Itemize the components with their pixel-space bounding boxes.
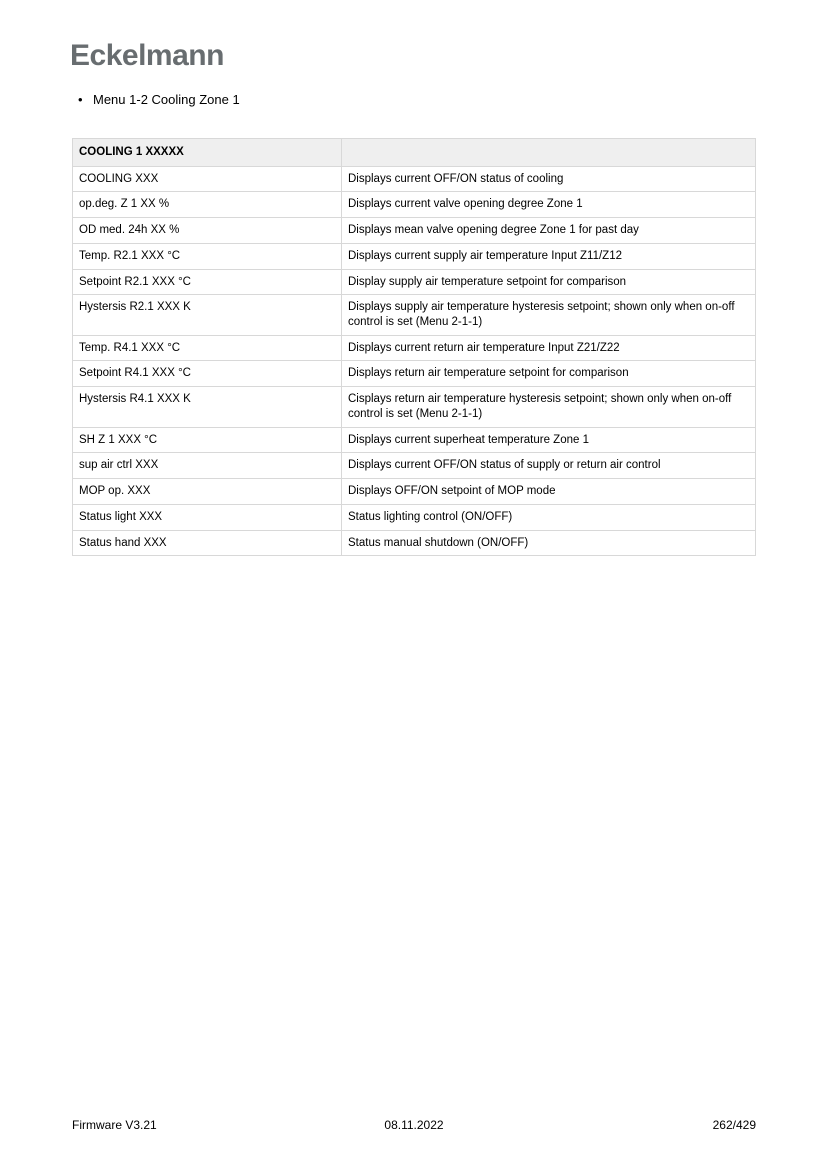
param-cell: Temp. R4.1 XXX °C xyxy=(73,335,342,361)
desc-cell: Displays return air temperature setpoint for comparison xyxy=(342,361,756,387)
param-cell: Hystersis R4.1 XXX K xyxy=(73,387,342,427)
footer-date: 08.11.2022 xyxy=(384,1118,444,1132)
section-title-line xyxy=(78,92,240,108)
eckelmann-logo: Eckelmann xyxy=(70,39,224,72)
desc-cell: Cisplays return air temperature hysteresis setpoint; shown only when on-off control is set (Menu 2-1-1) xyxy=(342,387,756,427)
param-cell: Setpoint R2.1 XXX °C xyxy=(73,269,342,295)
table-header-empty xyxy=(342,139,756,167)
table-body xyxy=(73,166,756,556)
desc-cell: Displays current OFF/ON status of cooling xyxy=(342,166,756,192)
footer-page-number: 262/429 xyxy=(712,1118,756,1132)
desc-cell: Displays supply air temperature hysteresis setpoint; shown only when on-off control is set (Menu 2-1-1) xyxy=(342,295,756,335)
table-row xyxy=(73,479,756,505)
desc-cell: Displays current supply air temperature Input Z11/Z12 xyxy=(342,243,756,269)
param-cell: Temp. R2.1 XXX °C xyxy=(73,243,342,269)
desc-cell: Displays current return air temperature Input Z21/Z22 xyxy=(342,335,756,361)
param-cell: sup air ctrl XXX xyxy=(73,453,342,479)
desc-cell: Displays mean valve opening degree Zone 1 for past day xyxy=(342,218,756,244)
param-cell: COOLING XXX xyxy=(73,166,342,192)
table-row xyxy=(73,243,756,269)
table-row xyxy=(73,530,756,556)
table-row xyxy=(73,427,756,453)
desc-cell: Status manual shutdown (ON/OFF) xyxy=(342,530,756,556)
table-row xyxy=(73,453,756,479)
footer-firmware-version: Firmware V3.21 xyxy=(72,1118,157,1132)
param-cell: Hystersis R2.1 XXX K xyxy=(73,295,342,335)
table-row xyxy=(73,269,756,295)
table-row xyxy=(73,387,756,427)
desc-cell: Display supply air temperature setpoint for comparison xyxy=(342,269,756,295)
desc-cell: Status lighting control (ON/OFF) xyxy=(342,504,756,530)
param-cell: MOP op. XXX xyxy=(73,479,342,505)
table-row xyxy=(73,335,756,361)
table-row xyxy=(73,192,756,218)
param-cell: Status hand XXX xyxy=(73,530,342,556)
table-row xyxy=(73,218,756,244)
table-header-title: COOLING 1 XXXXX xyxy=(73,139,342,167)
param-cell: Status light XXX xyxy=(73,504,342,530)
param-cell: SH Z 1 XXX °C xyxy=(73,427,342,453)
section-title: Menu 1-2 Cooling Zone 1 xyxy=(93,92,240,107)
parameter-table-container xyxy=(72,138,756,556)
page-footer xyxy=(72,1118,756,1132)
desc-cell: Displays current valve opening degree Zone 1 xyxy=(342,192,756,218)
table-row xyxy=(73,504,756,530)
table-header-row xyxy=(73,139,756,167)
desc-cell: Displays current superheat temperature Zone 1 xyxy=(342,427,756,453)
param-cell: OD med. 24h XX % xyxy=(73,218,342,244)
desc-cell: Displays OFF/ON setpoint of MOP mode xyxy=(342,479,756,505)
param-cell: op.deg. Z 1 XX % xyxy=(73,192,342,218)
desc-cell: Displays current OFF/ON status of supply or return air control xyxy=(342,453,756,479)
bullet-icon: • xyxy=(78,92,83,107)
table-row xyxy=(73,166,756,192)
table-row xyxy=(73,295,756,335)
parameter-table xyxy=(72,138,756,556)
param-cell: Setpoint R4.1 XXX °C xyxy=(73,361,342,387)
table-row xyxy=(73,361,756,387)
